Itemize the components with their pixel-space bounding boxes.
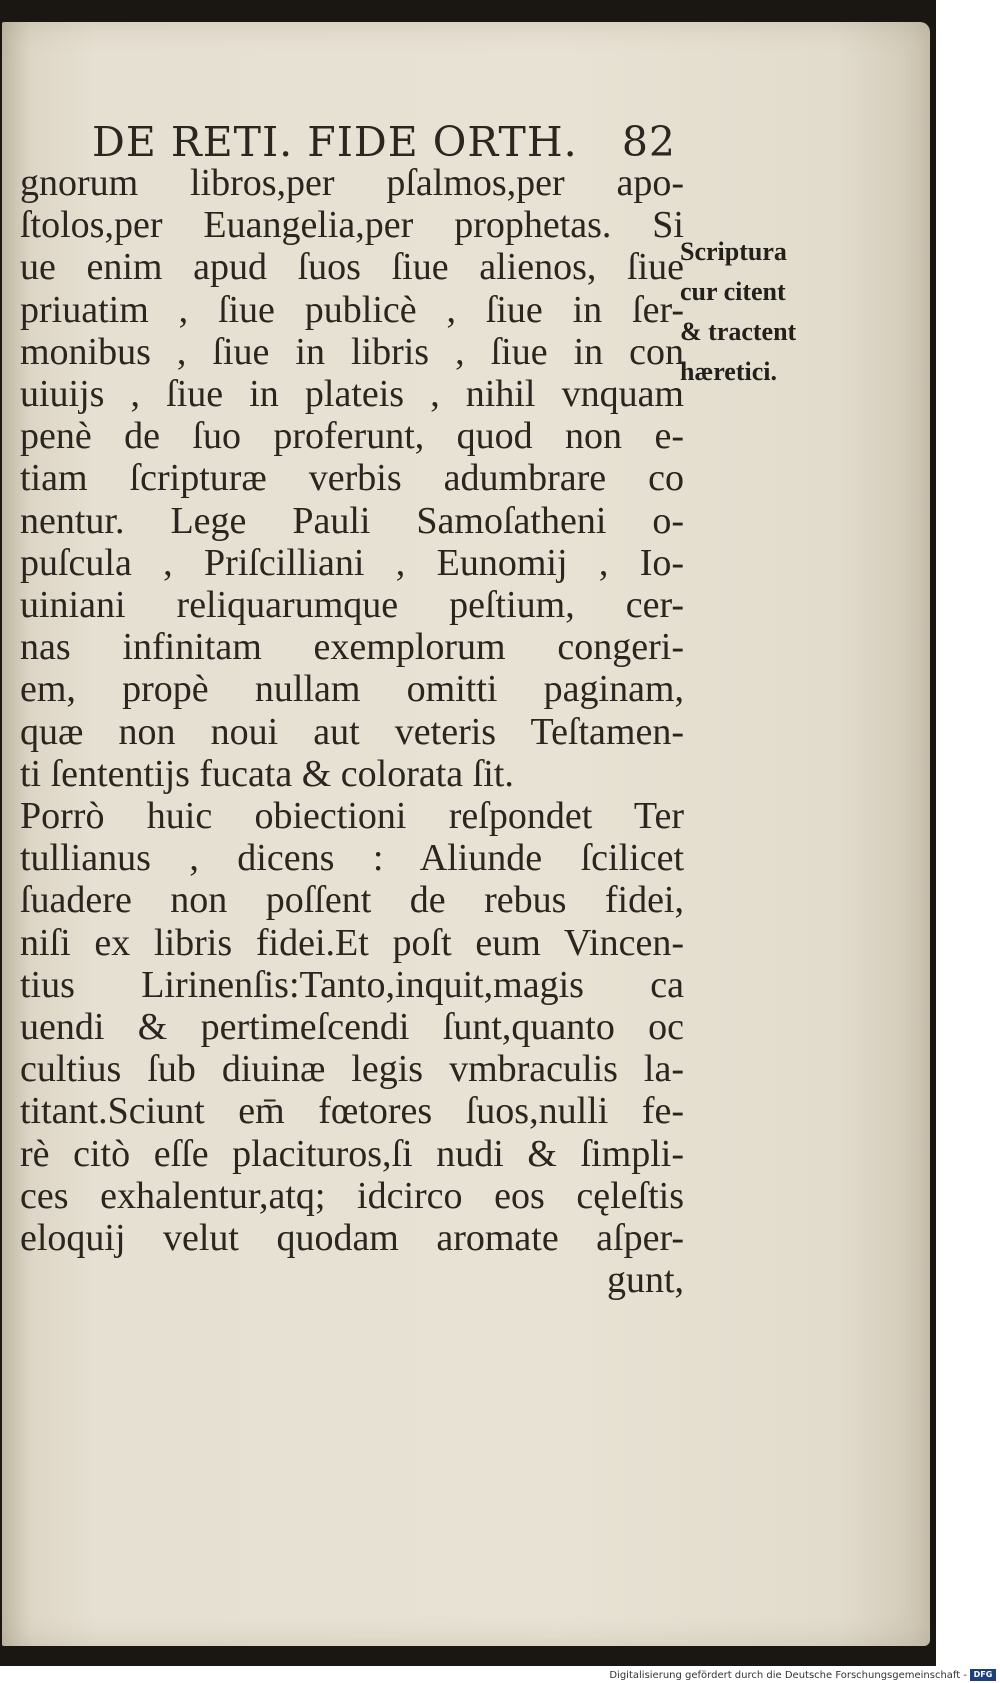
main-text-block <box>20 162 684 1301</box>
text-line: em, propè nullam omitti paginam, <box>20 668 684 711</box>
footer-bar <box>0 1666 1000 1683</box>
marginal-note-line: cur citent <box>680 277 786 306</box>
text-line: ſuadere non poſſent de rebus fidei, <box>20 879 684 922</box>
text-line: eloquij velut quodam aromate aſper- <box>20 1217 684 1260</box>
text-line: rè citò eſſe placituros,ſi nudi & ſimpli- <box>20 1132 684 1175</box>
text-line: quæ non noui aut veteris Teſtamen- <box>20 710 684 753</box>
running-head-title: DE RETI. FIDE ORTH. <box>92 118 578 166</box>
text-line: penè de ſuo proferunt, quod non e- <box>20 415 684 458</box>
text-line: ue enim apud ſuos ſiue alienos, ſiue <box>20 246 684 289</box>
marginal-note-line: hæretici. <box>680 357 777 386</box>
text-line: ti ſententijs fucata & colorata ſit. <box>20 752 514 795</box>
page-number: 82 <box>621 118 676 166</box>
dfg-logo: DFG <box>970 1669 996 1681</box>
marginal-note-line: Scriptura <box>680 237 787 266</box>
text-line: cultius ſub diuinæ legis vmbraculis la- <box>20 1048 684 1091</box>
text-line: titant.Sciunt em̄ fœtores ſuos,nulli fe- <box>20 1090 684 1133</box>
catchword: gunt, <box>606 1259 684 1302</box>
text-line: nentur. Lege Pauli Samoſatheni o- <box>20 499 684 542</box>
text-line: puſcula , Priſcilliani , Eunomij , Io- <box>20 541 684 584</box>
text-line: Porrò huic obiectioni reſpondet Ter <box>20 795 684 838</box>
text-line: nas infinitam exemplorum congeri- <box>20 626 684 669</box>
funding-credit: Digitalisierung gefördert durch die Deutsche Forschungsgemeinschaft - <box>609 1670 967 1681</box>
marginal-note-line: & tractent <box>680 317 797 346</box>
text-line: tullianus , dicens : Aliunde ſcilicet <box>20 837 684 880</box>
text-line: gnorum libros,per pſalmos,per apo- <box>20 162 684 204</box>
text-line: ces exhalentur,atq; idcirco eos cęleſtis <box>20 1174 684 1217</box>
marginal-note <box>680 232 840 392</box>
text-line: ſtolos,per Euangelia,per prophetas. Si <box>20 204 684 247</box>
text-line: niſi ex libris fidei.Et poſt eum Vincen- <box>20 921 684 964</box>
text-line: uendi & pertimeſcendi ſunt,quanto oc <box>20 1006 684 1049</box>
text-line: tiam ſcripturæ verbis adumbrare co <box>20 457 684 500</box>
text-line: uiuijs , ſiue in plateis , nihil vnquam <box>20 373 684 416</box>
text-line: priuatim , ſiue publicè , ſiue in ſer- <box>20 288 684 331</box>
text-line: monibus , ſiue in libris , ſiue in con <box>20 330 684 373</box>
text-line: uiniani reliquarumque peſtium, cer- <box>20 584 684 627</box>
text-line: tius Lirinenſis:Tanto,inquit,magis ca <box>20 963 684 1006</box>
